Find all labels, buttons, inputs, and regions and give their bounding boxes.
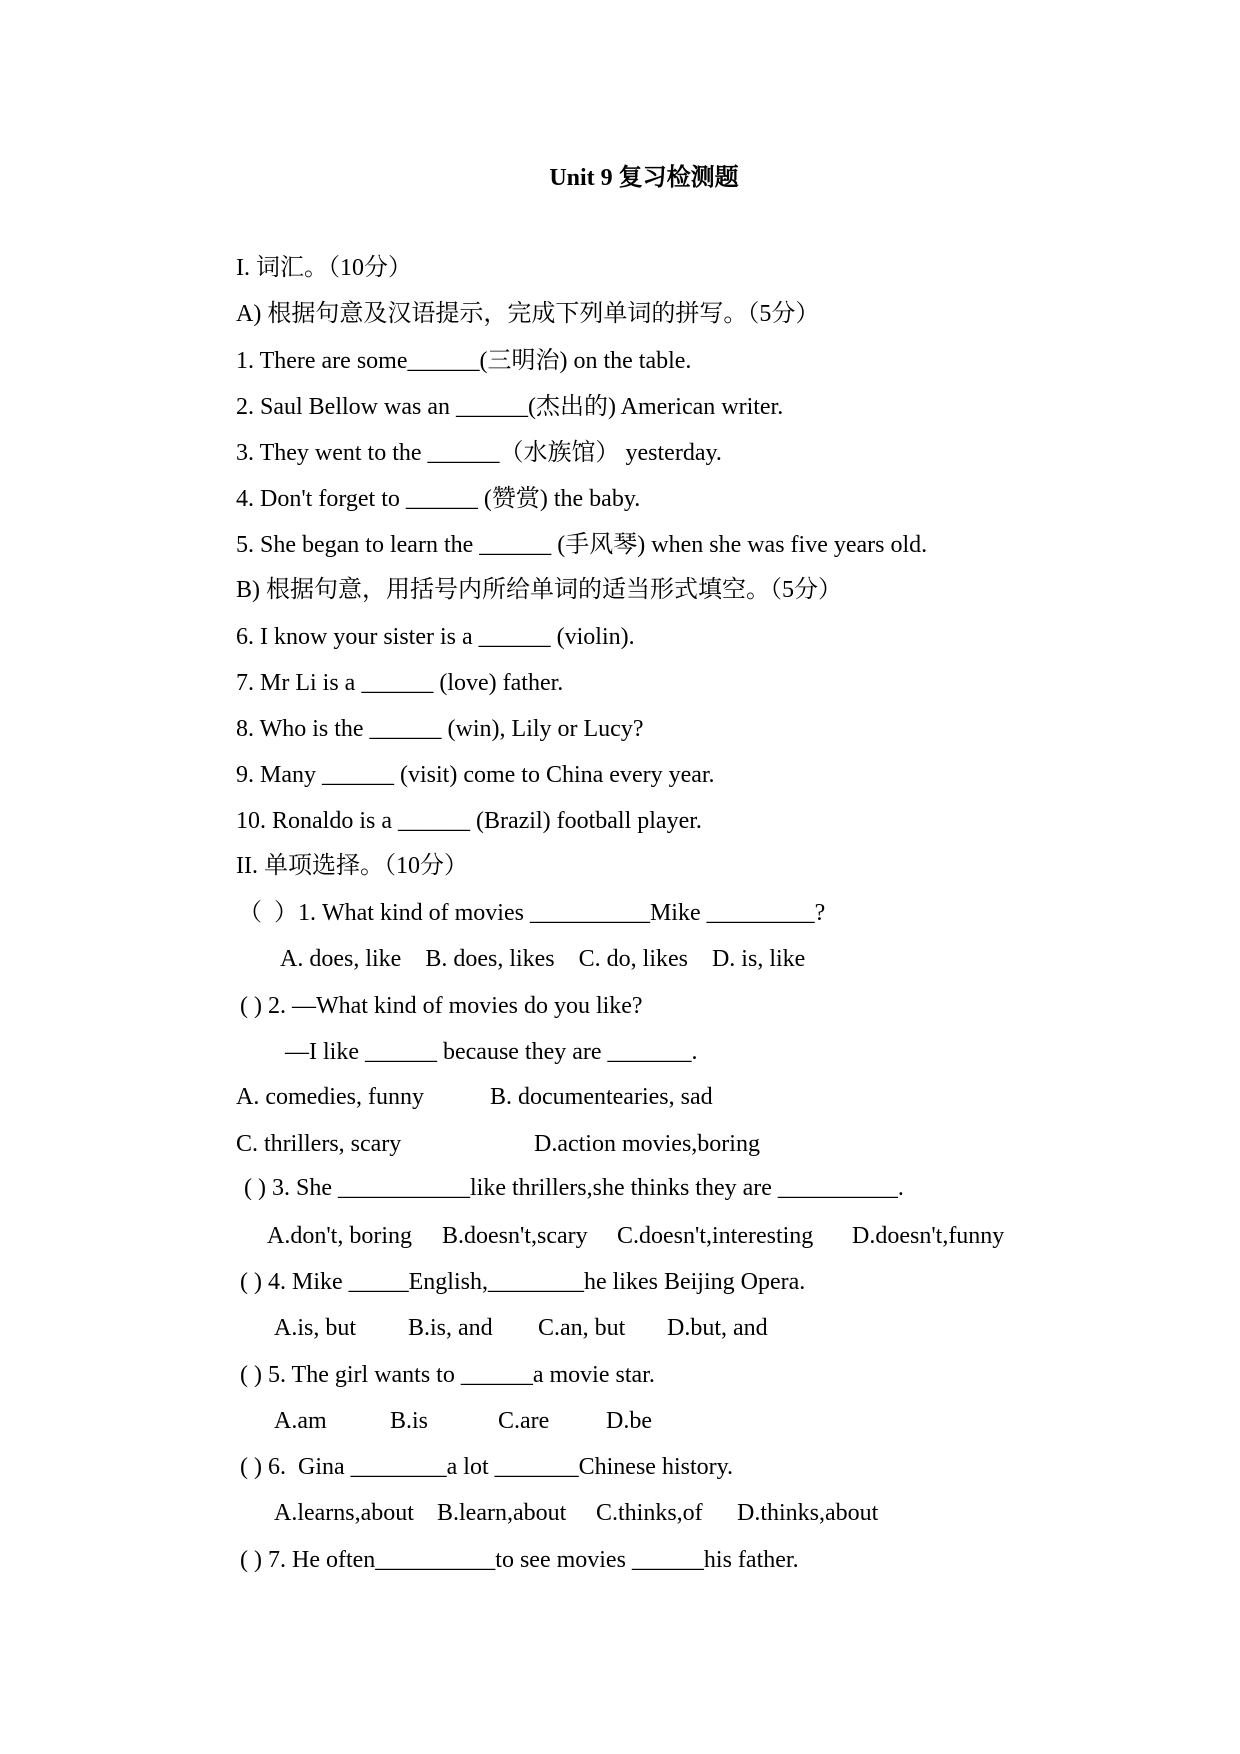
question-10: 10. Ronaldo is a ______ (Brazil) football player. — [236, 808, 702, 834]
mc-question-1: （ ）1. What kind of movies __________Mike _________? — [238, 900, 826, 926]
mc-option-3c: C.doesn't,interesting — [617, 1223, 814, 1249]
question-4: 4. Don't forget to ______ (赞赏) the baby. — [236, 486, 641, 512]
question-7: 7. Mr Li is a ______ (love) father. — [236, 670, 564, 696]
section-b-instruction: B) 根据句意，用括号内所给单词的适当形式填空。（5分） — [236, 577, 842, 603]
mc-option-6a: A.learns,about — [274, 1500, 414, 1526]
page-title: Unit 9 复习检测题 — [549, 165, 739, 191]
mc-option-5b: B.is — [390, 1408, 429, 1434]
mc-question-6: ( ) 6. Gina ________a lot _______Chinese history. — [240, 1454, 734, 1480]
mc-options-1: A. does, like B. does, likes C. do, likes D. is, like — [280, 946, 806, 972]
mc-option-6d: D.thinks,about — [737, 1500, 879, 1526]
mc-option-4a: A.is, but — [274, 1315, 357, 1341]
section-a-instruction: A) 根据句意及汉语提示，完成下列单词的拼写。（5分） — [236, 301, 820, 327]
mc-option-2a: A. comedies, funny — [236, 1084, 424, 1110]
mc-question-2-line-2: —I like ______ because they are _______. — [285, 1039, 698, 1065]
mc-question-4: ( ) 4. Mike _____English,________he likes Beijing Opera. — [240, 1269, 806, 1295]
question-9: 9. Many ______ (visit) come to China every year. — [236, 762, 715, 788]
mc-option-5a: A.am — [274, 1408, 327, 1434]
mc-option-6b: B.learn,about — [437, 1500, 567, 1526]
mc-option-4d: D.but, and — [667, 1315, 768, 1341]
mc-option-3d: D.doesn't,funny — [852, 1223, 1005, 1249]
mc-option-4c: C.an, but — [538, 1315, 626, 1341]
question-6: 6. I know your sister is a ______ (violin). — [236, 624, 635, 650]
mc-question-5: ( ) 5. The girl wants to ______a movie star. — [240, 1362, 655, 1388]
question-2: 2. Saul Bellow was an ______(杰出的) American writer. — [236, 394, 784, 420]
mc-option-2d: D.action movies,boring — [534, 1131, 760, 1157]
question-5: 5. She began to learn the ______ (手风琴) when she was five years old. — [236, 532, 928, 558]
section-2-heading: II. 单项选择。（10分） — [236, 853, 468, 879]
mc-option-6c: C.thinks,of — [596, 1500, 703, 1526]
mc-option-5c: C.are — [498, 1408, 550, 1434]
question-1: 1. There are some______(三明治) on the table. — [236, 348, 692, 374]
mc-option-3a: A.don't, boring — [267, 1223, 412, 1249]
mc-question-7: ( ) 7. He often__________to see movies ______his father. — [240, 1547, 799, 1573]
mc-option-3b: B.doesn't,scary — [442, 1223, 588, 1249]
mc-option-2b: B. documentearies, sad — [490, 1084, 713, 1110]
mc-question-2: ( ) 2. —What kind of movies do you like? — [240, 993, 643, 1019]
question-8: 8. Who is the ______ (win), Lily or Lucy? — [236, 716, 644, 742]
mc-option-5d: D.be — [606, 1408, 652, 1434]
section-1-heading: I. 词汇。（10分） — [236, 255, 412, 281]
mc-option-2c: C. thrillers, scary — [236, 1131, 402, 1157]
mc-question-3: ( ) 3. She ___________like thrillers,she thinks they are __________. — [244, 1175, 904, 1201]
question-3: 3. They went to the ______（水族馆） yesterday. — [236, 440, 722, 466]
mc-option-4b: B.is, and — [408, 1315, 493, 1341]
